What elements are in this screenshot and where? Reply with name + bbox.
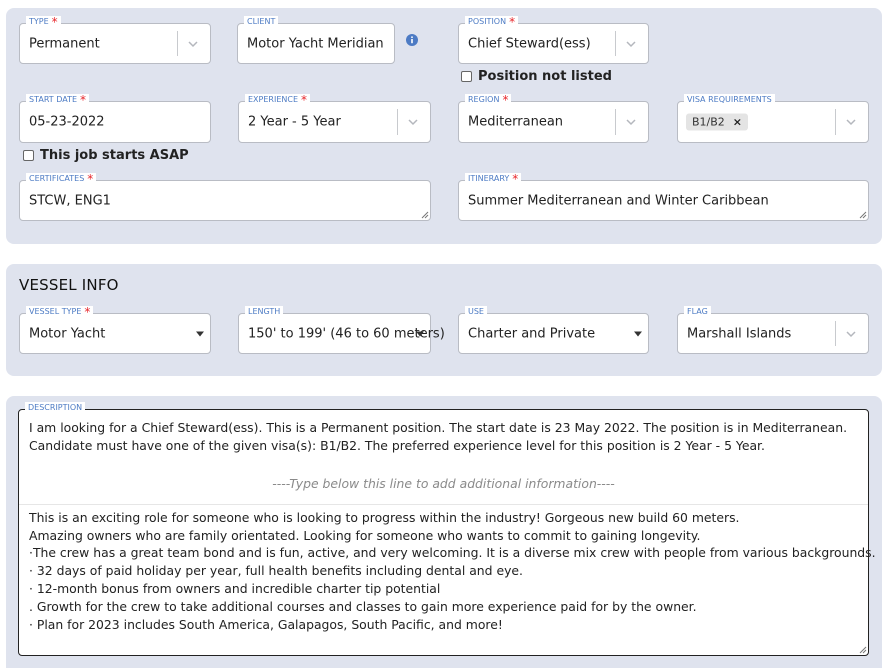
- checkbox-box[interactable]: [461, 71, 472, 82]
- select-separator: [835, 321, 836, 346]
- info-circle-icon[interactable]: [406, 34, 418, 46]
- start-date-value: 05-23-2022: [29, 114, 105, 130]
- client-value: Motor Yacht Meridian: [247, 36, 384, 51]
- length-value: 150' to 199' (46 to 60 meters): [248, 326, 445, 341]
- vessel-type-select[interactable]: [19, 305, 211, 354]
- description-line: ·The crew has a great team bond and is fun, active, and very welcoming. It is a diverse mix crew with people from various backgrounds.: [29, 545, 876, 560]
- select-separator: [835, 109, 836, 135]
- use-label: USE: [465, 306, 487, 318]
- experience-select[interactable]: [238, 93, 431, 143]
- select-separator: [615, 31, 616, 56]
- region-value: Mediterranean: [468, 114, 564, 130]
- position-select[interactable]: [458, 15, 649, 64]
- flag-select[interactable]: [677, 307, 869, 354]
- resize-grip-icon[interactable]: [420, 210, 429, 219]
- job-asap-checkbox[interactable]: [23, 148, 189, 163]
- checkbox-box[interactable]: [23, 150, 34, 161]
- use-value: Charter and Private: [468, 326, 596, 341]
- chevron-down-icon[interactable]: [406, 115, 420, 129]
- position-label: POSITION *: [465, 16, 518, 28]
- resize-grip-icon[interactable]: [858, 645, 867, 654]
- chevron-down-icon[interactable]: [186, 37, 200, 51]
- type-label: TYPE *: [26, 16, 61, 28]
- resize-grip-icon[interactable]: [858, 210, 867, 219]
- flag-label: FLAG: [684, 306, 711, 318]
- itinerary-label: ITINERARY *: [465, 173, 521, 185]
- start-date-label: START DATE *: [26, 94, 89, 106]
- itinerary-value: Summer Mediterranean and Winter Caribbean: [468, 193, 769, 208]
- flag-value: Marshall Islands: [687, 326, 792, 341]
- auto-description-line: I am looking for a Chief Steward(ess). This is a Permanent position. The start date is 23 May 2022. The position is in Mediterranean.: [29, 420, 848, 435]
- position-not-listed-checkbox[interactable]: [461, 69, 612, 84]
- visa-requirements-select[interactable]: [677, 95, 869, 143]
- remove-tag-icon[interactable]: ×: [732, 115, 743, 129]
- visa-tag-label: B1/B2: [692, 115, 725, 129]
- description-line: . Growth for the crew to take additional courses and classes to gain more experience paid for by the owner.: [29, 599, 697, 614]
- region-select[interactable]: [458, 93, 649, 143]
- description-divider-text: ----Type below this line to add additional information----: [272, 476, 615, 491]
- job-asap-label: This job starts ASAP: [40, 148, 189, 163]
- auto-description-line: Candidate must have one of the given visa(s): B1/B2. The preferred experience level for this position is 2 Year - 5 Year.: [29, 438, 765, 453]
- description-line: · 12-month bonus from owners and incredible charter tip potential: [29, 581, 441, 596]
- client-input[interactable]: [237, 17, 395, 64]
- vessel-info-title: VESSEL INFO: [19, 276, 119, 294]
- client-label: CLIENT: [244, 16, 278, 28]
- vessel-type-label: VESSEL TYPE *: [26, 306, 93, 318]
- visa-requirements-label: VISA REQUIREMENTS: [684, 94, 775, 106]
- start-date-input[interactable]: [19, 93, 211, 143]
- description-textarea[interactable]: [18, 403, 876, 656]
- chevron-down-icon[interactable]: [844, 115, 858, 129]
- chevron-down-icon[interactable]: [624, 115, 638, 129]
- length-select[interactable]: [238, 307, 445, 354]
- visa-tag: [686, 114, 748, 131]
- certificates-label: CERTIFICATES *: [26, 173, 96, 185]
- description-line: This is an exciting role for someone who is looking to progress within the industry! Gorgeous new build 60 meters.: [29, 510, 740, 525]
- description-label: DESCRIPTION: [25, 402, 85, 414]
- type-select[interactable]: [19, 15, 211, 64]
- length-label: LENGTH: [245, 306, 283, 318]
- description-line: · 32 days of paid holiday per year, full health benefits including dental and eye.: [29, 563, 523, 578]
- itinerary-textarea[interactable]: [458, 172, 869, 221]
- vessel-type-value: Motor Yacht: [29, 326, 106, 341]
- experience-label: EXPERIENCE *: [245, 94, 310, 106]
- caret-down-icon[interactable]: [196, 331, 204, 336]
- position-not-listed-label: Position not listed: [478, 69, 612, 84]
- use-select[interactable]: [458, 307, 649, 354]
- select-separator: [177, 31, 178, 56]
- experience-value: 2 Year - 5 Year: [248, 114, 341, 130]
- certificates-value: STCW, ENG1: [29, 193, 111, 208]
- certificates-textarea[interactable]: [19, 172, 431, 221]
- chevron-down-icon[interactable]: [844, 327, 858, 341]
- type-value: Permanent: [29, 36, 100, 51]
- description-line: · Plan for 2023 includes South America, Galapagos, South Pacific, and more!: [29, 617, 503, 632]
- select-separator: [615, 109, 616, 135]
- chevron-down-icon[interactable]: [624, 37, 638, 51]
- region-label: REGION *: [465, 94, 511, 106]
- caret-down-icon[interactable]: [416, 331, 424, 336]
- caret-down-icon[interactable]: [634, 331, 642, 336]
- position-value: Chief Steward(ess): [468, 36, 591, 51]
- select-separator: [397, 109, 398, 135]
- description-line: Amazing owners who are family orientated. Looking for someone who wants to commit to gaining longevity.: [29, 528, 701, 543]
- description-divider-rule: [19, 504, 868, 505]
